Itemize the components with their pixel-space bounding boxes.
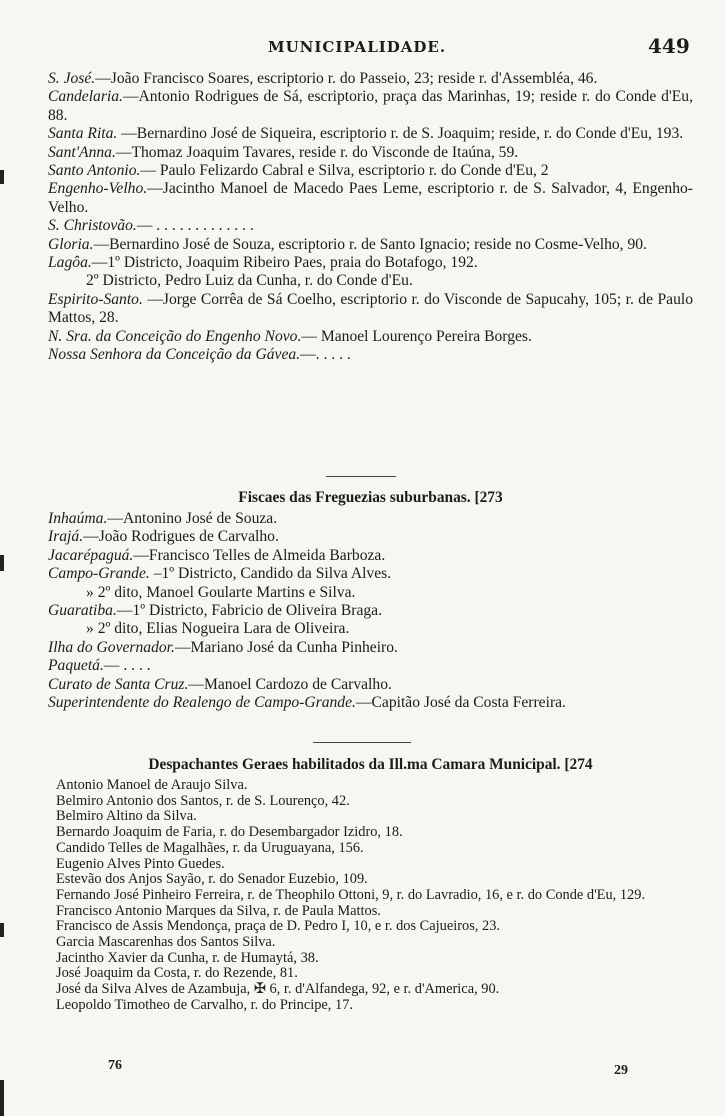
entry-text: —1º Districto, Fabricio de Oliveira Braga. [116,602,382,620]
entry-text: — . . . . . . . . . . . . . [136,217,254,235]
entry-text: —João Rodrigues de Carvalho. [83,528,279,546]
entry-place: Curato de Santa Cruz. [48,675,189,693]
entry-place: Paquetá. [48,657,104,675]
entry-place: Santa Rita. [48,125,118,143]
suburbanas-section [48,489,693,712]
section-ref: [273 [474,489,503,506]
entry [48,88,693,125]
list-item: Antonio Manoel de Araujo Silva. [56,777,248,793]
entry-place: N. Sra. da Conceição do Engenho Novo. [48,327,302,345]
despachantes-section [48,756,693,774]
entry-place: Guaratiba. [48,602,117,620]
entry-place: Sant'Anna. [48,143,116,161]
margin-mark [0,1080,4,1116]
entry [48,639,693,657]
list-item: Belmiro Antonio dos Santos, r. de S. Lourenço, 42. [56,792,350,809]
running-title: MUNICIPALIDADE. [268,38,447,56]
divider [313,742,411,743]
margin-mark [0,555,4,571]
list-item: Fernando José Pinheiro Ferreira, r. de Theophilo Ottoni, 9, r. do Lavradio, 16, e r. do Conde d'Eu, 129. [56,886,646,903]
list-item: Belmiro Altino da Silva. [56,808,197,825]
list-item: Bernardo Joaquim de Faria, r. do Desembargador Izidro, 18. [56,824,403,841]
entry-text: —João Francisco Soares, escriptorio r. do Passeio, 23; reside r. d'Assembléa, 46. [95,70,598,87]
entry [48,528,693,546]
entry [48,584,693,602]
list-item: Jacintho Xavier da Cunha, r. de Humaytá, 38. [56,949,319,966]
entry-text: —Capitão José da Costa Ferreira. [355,694,566,712]
entry [48,254,693,272]
fiscaes-urbanas-section [48,70,693,365]
list-item: José Joaquim da Costa, r. do Rezende, 81. [56,965,298,982]
entry-text: —Francisco Telles de Almeida Barboza. [133,546,386,564]
entry-text: —Bernardino José de Souza, escriptorio r. de Santo Ignacio; reside no Cosme-Velho, 90. [93,235,647,253]
entry-text: 2º Districto, Pedro Luiz da Cunha, r. do Conde d'Eu. [86,272,413,290]
list-item: Eugenio Alves Pinto Guedes. [56,855,225,872]
entry [48,620,693,638]
list-item: Francisco de Assis Mendonça, praça de D. Pedro I, 10, e r. dos Cajueiros, 23. [56,918,501,935]
page-header [0,36,725,66]
section-title: Despachantes Geraes habilitados da Ill.ma Camara Municipal. [274 [148,756,593,773]
entry [48,657,693,675]
entry-text: » 2º dito, Elias Nogueira Lara de Oliveira. [86,620,350,638]
fiscaes-urbanas-list [48,70,693,365]
entry-place: Engenho-Velho. [48,180,148,198]
entry-text: —Thomaz Joaquim Tavares, reside r. do Visconde de Itaúna, 59. [115,143,519,161]
entry-place: Espirito-Santo. [48,290,143,308]
suburbanas-list [48,510,693,712]
list-item: Leopoldo Timotheo de Carvalho, r. do Principe, 17. [56,996,353,1013]
entry-place: Irajá. [48,528,84,546]
page-number: 449 [648,34,690,58]
despachantes-list [56,778,696,1014]
footer-signature-right: 29 [614,1063,628,1078]
list-item: Francisco Antonio Marques da Silva, r. de Paula Mattos. [56,902,381,919]
entry [48,510,693,528]
entry-text: — . . . . [103,657,151,675]
entry-text: —Jacintho Manoel de Macedo Paes Leme, escriptorio r. de S. Salvador, 4, Engenho-Velho. [48,180,693,216]
entry-text: — Paulo Felizardo Cabral e Silva, escriptorio r. do Conde d'Eu, 2 [140,162,549,180]
entry [48,144,693,162]
entry-text: —Jorge Corrêa de Sá Coelho, escriptorio r. do Visconde de Sapucahy, 105; r. de Paulo Mattos, 28. [48,290,693,327]
entry [48,346,693,364]
entry [48,328,693,346]
entry [48,125,693,143]
entry-text: » 2º dito, Manoel Goularte Martins e Silva. [86,583,356,601]
entry-place: Candelaria. [48,88,123,106]
entry-text: —Antonio Rodrigues de Sá, escriptorio, praça das Marinhas, 19; reside r. do Conde d'Eu, 88. [48,88,693,124]
entry [48,547,693,565]
margin-mark [0,923,4,937]
entry-place: Santo Antonio. [48,162,141,180]
entry-text: —Manoel Cardozo de Carvalho. [188,675,392,693]
entry-place: Gloria. [48,235,94,253]
entry-place: Ilha do Governador. [48,638,175,656]
entry-text: –1º Districto, Candido da Silva Alves. [149,565,392,583]
entry [48,565,693,583]
entry [48,291,693,328]
list-item: Estevão dos Anjos Sayão, r. do Senador Euzebio, 109. [56,871,368,888]
entry [48,162,693,180]
margin-mark [0,170,4,184]
entry [48,272,693,290]
list-item: Candido Telles de Magalhães, r. da Uruguayana, 156. [56,839,364,856]
list-item: José da Silva Alves de Azambuja, ✠ 6, r. d'Alfandega, 92, e r. d'America, 90. [56,981,500,998]
list-item: Garcia Mascarenhas dos Santos Silva. [56,934,276,951]
entry [48,676,693,694]
entry-text: — Manoel Lourenço Pereira Borges. [301,327,532,345]
entry-text: —Antonino José de Souza. [107,510,278,527]
entry-place: S. Christovão. [48,217,137,235]
entry [48,217,693,235]
entry-place: Inhaúma. [48,510,108,527]
entry [48,602,693,620]
divider [326,476,396,477]
entry-place: Superintendente do Realengo de Campo-Grande. [48,694,356,712]
entry-place: Campo-Grande. [48,565,150,583]
entry-text: —. . . . . [300,346,351,364]
entry [48,70,693,88]
entry-text: —Bernardino José de Siqueira, escriptorio r. de S. Joaquim; reside, r. do Conde d'Eu, 193. [117,125,684,143]
entry-place: Jacarépaguá. [48,546,134,564]
section-ref: [274 [564,756,593,773]
entry [48,180,693,217]
entry-place: Lagôa. [48,254,92,272]
entry-place: S. José. [48,70,96,87]
entry-text: —Mariano José da Cunha Pinheiro. [174,638,398,656]
entry-place: Nossa Senhora da Conceição da Gávea. [48,346,301,364]
entry [48,694,693,712]
section-title: Fiscaes das Freguezias suburbanas. [273 [238,489,503,506]
entry [48,236,693,254]
entry-text: —1º Districto, Joaquim Ribeiro Paes, praia do Botafogo, 192. [91,254,478,272]
footer-signature-left: 76 [108,1058,122,1073]
